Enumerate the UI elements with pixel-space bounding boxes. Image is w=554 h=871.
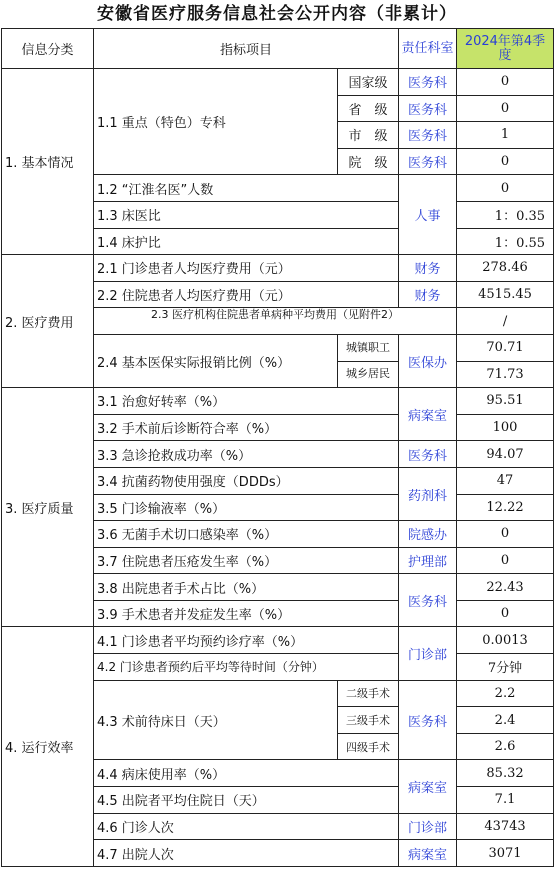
value-cell: 7.1 xyxy=(457,787,554,814)
indicator-label: 4.5 出院者平均住院日（天） xyxy=(94,787,399,814)
sub-label: 三级手术 xyxy=(338,707,399,734)
dept-cell: 医务科 xyxy=(399,441,457,468)
value-cell: 22.43 xyxy=(457,574,554,601)
header-period: 2024年第4季度 xyxy=(457,29,554,69)
page-title: 安徽省医疗服务信息社会公开内容（非累计） xyxy=(97,4,457,24)
indicator-label: 4.4 病床使用率（%） xyxy=(94,760,399,787)
value-cell: 43743 xyxy=(457,813,554,840)
value-cell: 12.22 xyxy=(457,494,554,521)
indicator-label: 1.2 “江淮名医”人数 xyxy=(94,175,399,202)
indicator-label: 3.8 出院患者手术占比（%） xyxy=(94,574,399,601)
value-cell: 3071 xyxy=(457,840,554,867)
table-row xyxy=(2,627,554,654)
indicator-label: 3.7 住院患者压疮发生率（%） xyxy=(94,547,399,574)
category-cell: 1. 基本情况 xyxy=(2,69,94,255)
dept-cell: 人事 xyxy=(399,175,457,255)
dept-cell: 财务 xyxy=(399,281,457,308)
value-cell: 1 xyxy=(457,122,554,149)
dept-cell: 医务科 xyxy=(399,574,457,627)
header-row xyxy=(2,29,554,69)
value-cell: 0 xyxy=(457,521,554,548)
sub-label: 省 级 xyxy=(338,95,399,122)
sub-label: 城乡居民 xyxy=(338,361,399,388)
dept-cell: 医务科 xyxy=(399,148,457,175)
value-cell: 0 xyxy=(457,148,554,175)
category-cell: 2. 医疗费用 xyxy=(2,255,94,388)
dept-cell: 院感办 xyxy=(399,521,457,548)
value-cell: 2.2 xyxy=(457,680,554,707)
value-cell: 4515.45 xyxy=(457,281,554,308)
dept-cell: 病案室 xyxy=(399,388,457,441)
indicator-label: 2.1 门诊患者人均医疗费用（元） xyxy=(94,255,399,282)
value-cell: 100 xyxy=(457,414,554,441)
value-cell: 95.51 xyxy=(457,388,554,415)
indicator-label: 3.3 急诊抢救成功率（%） xyxy=(94,441,399,468)
category-cell: 4. 运行效率 xyxy=(2,627,94,866)
indicator-label: 3.6 无菌手术切口感染率（%） xyxy=(94,521,399,548)
value-cell: 278.46 xyxy=(457,255,554,282)
value-cell: 2.6 xyxy=(457,733,554,760)
dept-cell: 病案室 xyxy=(399,840,457,867)
indicator-label: 4.6 门诊人次 xyxy=(94,813,399,840)
indicator-label: 2.4 基本医保实际报销比例（%） xyxy=(94,334,338,387)
value-cell: 0 xyxy=(457,547,554,574)
dept-cell: 医务科 xyxy=(399,122,457,149)
indicator-label: 4.7 出院人次 xyxy=(94,840,399,867)
dept-cell: 门诊部 xyxy=(399,627,457,680)
value-cell: 0 xyxy=(457,69,554,96)
value-cell: 0 xyxy=(457,175,554,202)
sub-label: 国家级 xyxy=(338,69,399,96)
value-cell: 0 xyxy=(457,600,554,627)
indicator-label: 2.2 住院患者人均医疗费用（元） xyxy=(94,281,399,308)
dept-cell: 医务科 xyxy=(399,95,457,122)
dept-cell: 医务科 xyxy=(399,69,457,96)
dept-cell: 护理部 xyxy=(399,547,457,574)
value-cell: 47 xyxy=(457,467,554,494)
info-table xyxy=(1,28,554,867)
category-cell: 3. 医疗质量 xyxy=(2,388,94,627)
table-row xyxy=(2,255,554,282)
header-category: 信息分类 xyxy=(2,29,94,69)
value-cell: 1：0.55 xyxy=(457,228,554,255)
sub-label: 二级手术 xyxy=(338,680,399,707)
value-cell: / xyxy=(457,308,554,335)
sub-label: 四级手术 xyxy=(338,733,399,760)
indicator-label: 4.1 门诊患者平均预约诊疗率（%） xyxy=(94,627,399,654)
indicator-label: 1.4 床护比 xyxy=(94,228,399,255)
indicator-label: 3.1 治愈好转率（%） xyxy=(94,388,399,415)
sub-label: 城镇职工 xyxy=(338,334,399,361)
sub-label: 市 级 xyxy=(338,122,399,149)
value-cell: 0.0013 xyxy=(457,627,554,654)
dept-cell: 病案室 xyxy=(399,760,457,813)
dept-cell: 医务科 xyxy=(399,680,457,760)
value-cell: 2.4 xyxy=(457,707,554,734)
indicator-label: 3.9 手术患者并发症发生率（%） xyxy=(94,600,399,627)
indicator-label: 4.2 门诊患者预约后平均等待时间（分钟） xyxy=(94,654,399,681)
dept-cell: 药剂科 xyxy=(399,467,457,520)
indicator-label: 1.3 床医比 xyxy=(94,201,399,228)
sub-label: 院 级 xyxy=(338,148,399,175)
indicator-label: 2.3 医疗机构住院患者单病种平均费用（见附件2） xyxy=(94,308,457,335)
indicator-label: 3.2 手术前后诊断符合率（%） xyxy=(94,414,399,441)
value-cell: 70.71 xyxy=(457,334,554,361)
value-cell: 94.07 xyxy=(457,441,554,468)
value-cell: 1：0.35 xyxy=(457,201,554,228)
value-cell: 0 xyxy=(457,95,554,122)
table-row xyxy=(2,388,554,415)
header-dept: 责任科室 xyxy=(399,29,457,69)
indicator-label: 3.4 抗菌药物使用强度（DDDs） xyxy=(94,467,399,494)
table-row xyxy=(2,69,554,96)
dept-cell: 门诊部 xyxy=(399,813,457,840)
indicator-label: 4.3 术前待床日（天） xyxy=(94,680,338,760)
value-cell: 85.32 xyxy=(457,760,554,787)
value-cell: 7分钟 xyxy=(457,654,554,681)
value-cell: 71.73 xyxy=(457,361,554,388)
dept-cell: 医保办 xyxy=(399,334,457,387)
indicator-label: 1.1 重点（特色）专科 xyxy=(94,69,338,175)
indicator-label: 3.5 门诊输液率（%） xyxy=(94,494,399,521)
dept-cell: 财务 xyxy=(399,255,457,282)
header-indicator: 指标项目 xyxy=(94,29,399,69)
